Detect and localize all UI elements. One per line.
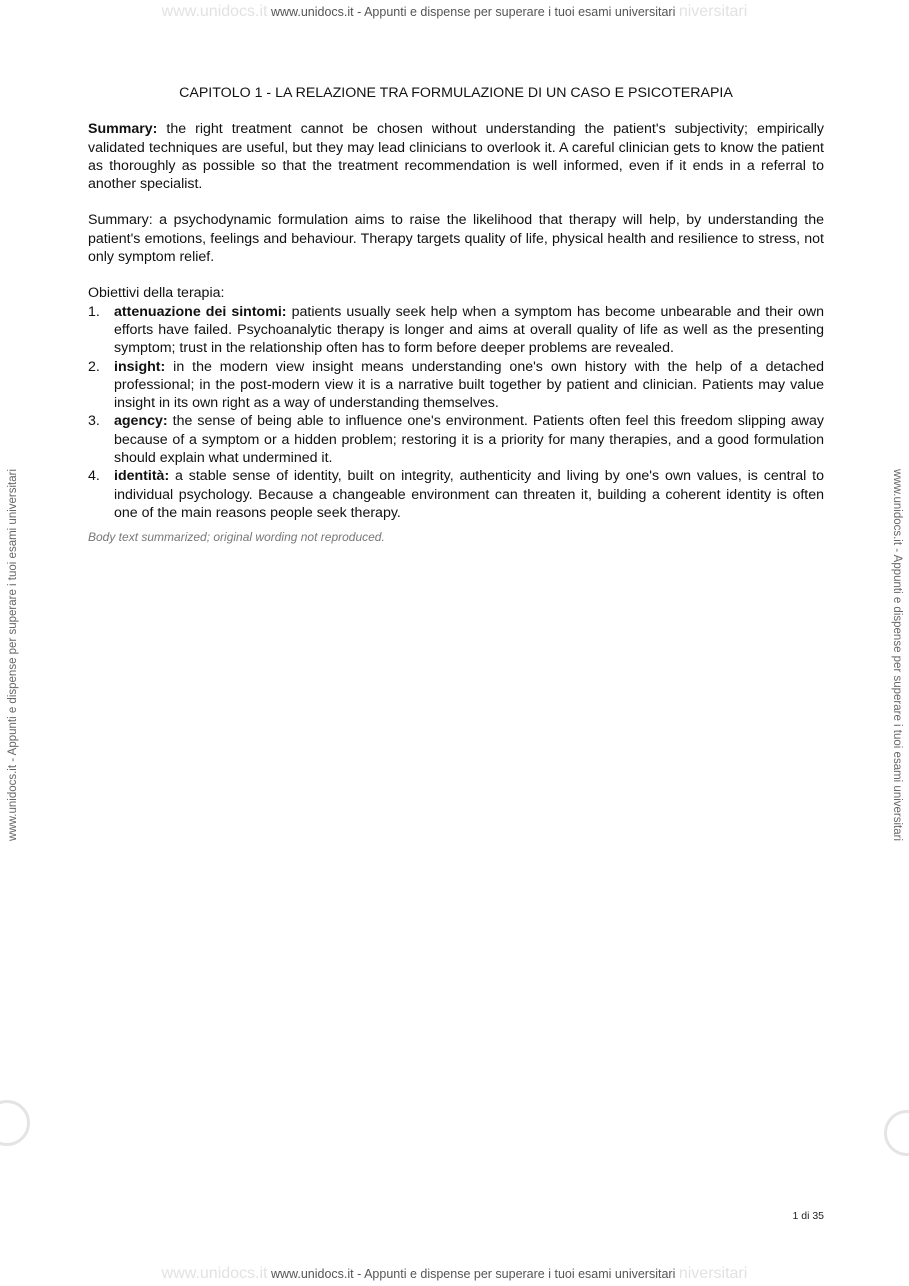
unidocs-logo-icon [884,1110,909,1156]
goal-bold: attenuazione dei sintomi: [114,303,287,320]
premises-paragraph: Summary: a psychodynamic formulation aims to raise the likelihood that therapy will help, by understanding the patient's emotions, feelings and behaviour. Therapy targets quality of life, physical health and resilience to stress, not only symptom relief. [88,212,824,266]
chapter-title: CAPITOLO 1 - LA RELAZIONE TRA FORMULAZIONE DI UN CASO E PSICOTERAPIA [179,85,733,101]
banner-ghost-right: niversitari [678,3,748,20]
side-watermark-left: www.unidocs.it - Appunti e dispense per superare i tuoi esami universitari [7,468,19,842]
goal-number: 1. [88,303,100,320]
header-banner [0,3,909,21]
intro-text: the right treatment cannot be chosen without understanding the patient's subjectivity; empirically validated techniques are useful, but they may lead clinicians to overlook it. A careful clinician gets to know the patient as thoroughly as possible so that the treatment recommendation is well informed, even if it ends in a referral to another specialist. [88,121,824,193]
goals-list [88,303,824,523]
goal-number: 3. [88,413,100,430]
banner-ghost-left: www.unidocs.it [161,1265,268,1282]
goal-text: patients usually seek help when a symptom has become unbearable and their own efforts have failed. Psychoanalytic therapy is longer and aims at overall quality of life as well as the presenting symptom; trust in the relationship often has to form before deeper problems are revealed. [114,303,825,357]
goal-bold: agency: [114,413,168,430]
goal-item [88,358,824,413]
goal-number: 4. [88,468,100,485]
side-watermark-right: www.unidocs.it - Appunti e dispense per superare i tuoi esami universitari [891,468,903,842]
footer-banner [0,1265,909,1283]
goal-item [88,303,824,358]
goal-item [88,412,824,467]
intro-paragraph [88,120,824,193]
intro-bold: Summary: [88,121,158,138]
banner-text[interactable]: www.unidocs.it - Appunti e dispense per superare i tuoi esami universitari [270,5,676,19]
banner-ghost-left: www.unidocs.it [161,3,268,20]
goal-bold: insight: [114,358,166,375]
unidocs-logo-icon [0,1100,30,1146]
goals-label: Obiettivi della terapia: [88,285,225,302]
goal-text: the sense of being able to influence one's environment. Patients often feel this freedom slipping away because of a symptom or a hidden problem; restoring it is a priority for many therapies, and a good formulation should explain what undermined it. [114,413,824,467]
goal-bold: identità: [114,468,170,485]
goal-text: a stable sense of identity, built on integrity, authenticity and living by one's own values, is central to individual psychology. Because a changeable environment can threaten it, building a coherent identity is often one of the main reasons people seek therapy. [114,468,824,521]
goal-number: 2. [88,358,100,375]
summary-note: Body text summarized; original wording not reproduced. [88,530,385,545]
document-body [88,84,824,547]
page-number: 1 di 35 [792,1210,824,1222]
goal-item [88,467,824,522]
banner-text[interactable]: www.unidocs.it - Appunti e dispense per superare i tuoi esami universitari [270,1267,676,1281]
banner-ghost-right: niversitari [678,1265,748,1282]
goal-text: in the modern view insight means understanding one's own history with the help of a detached professional; in the post-modern view it is a narrative built together by patient and clinician. Patients may value insight in its own right as a way of understanding themselves. [114,358,824,412]
